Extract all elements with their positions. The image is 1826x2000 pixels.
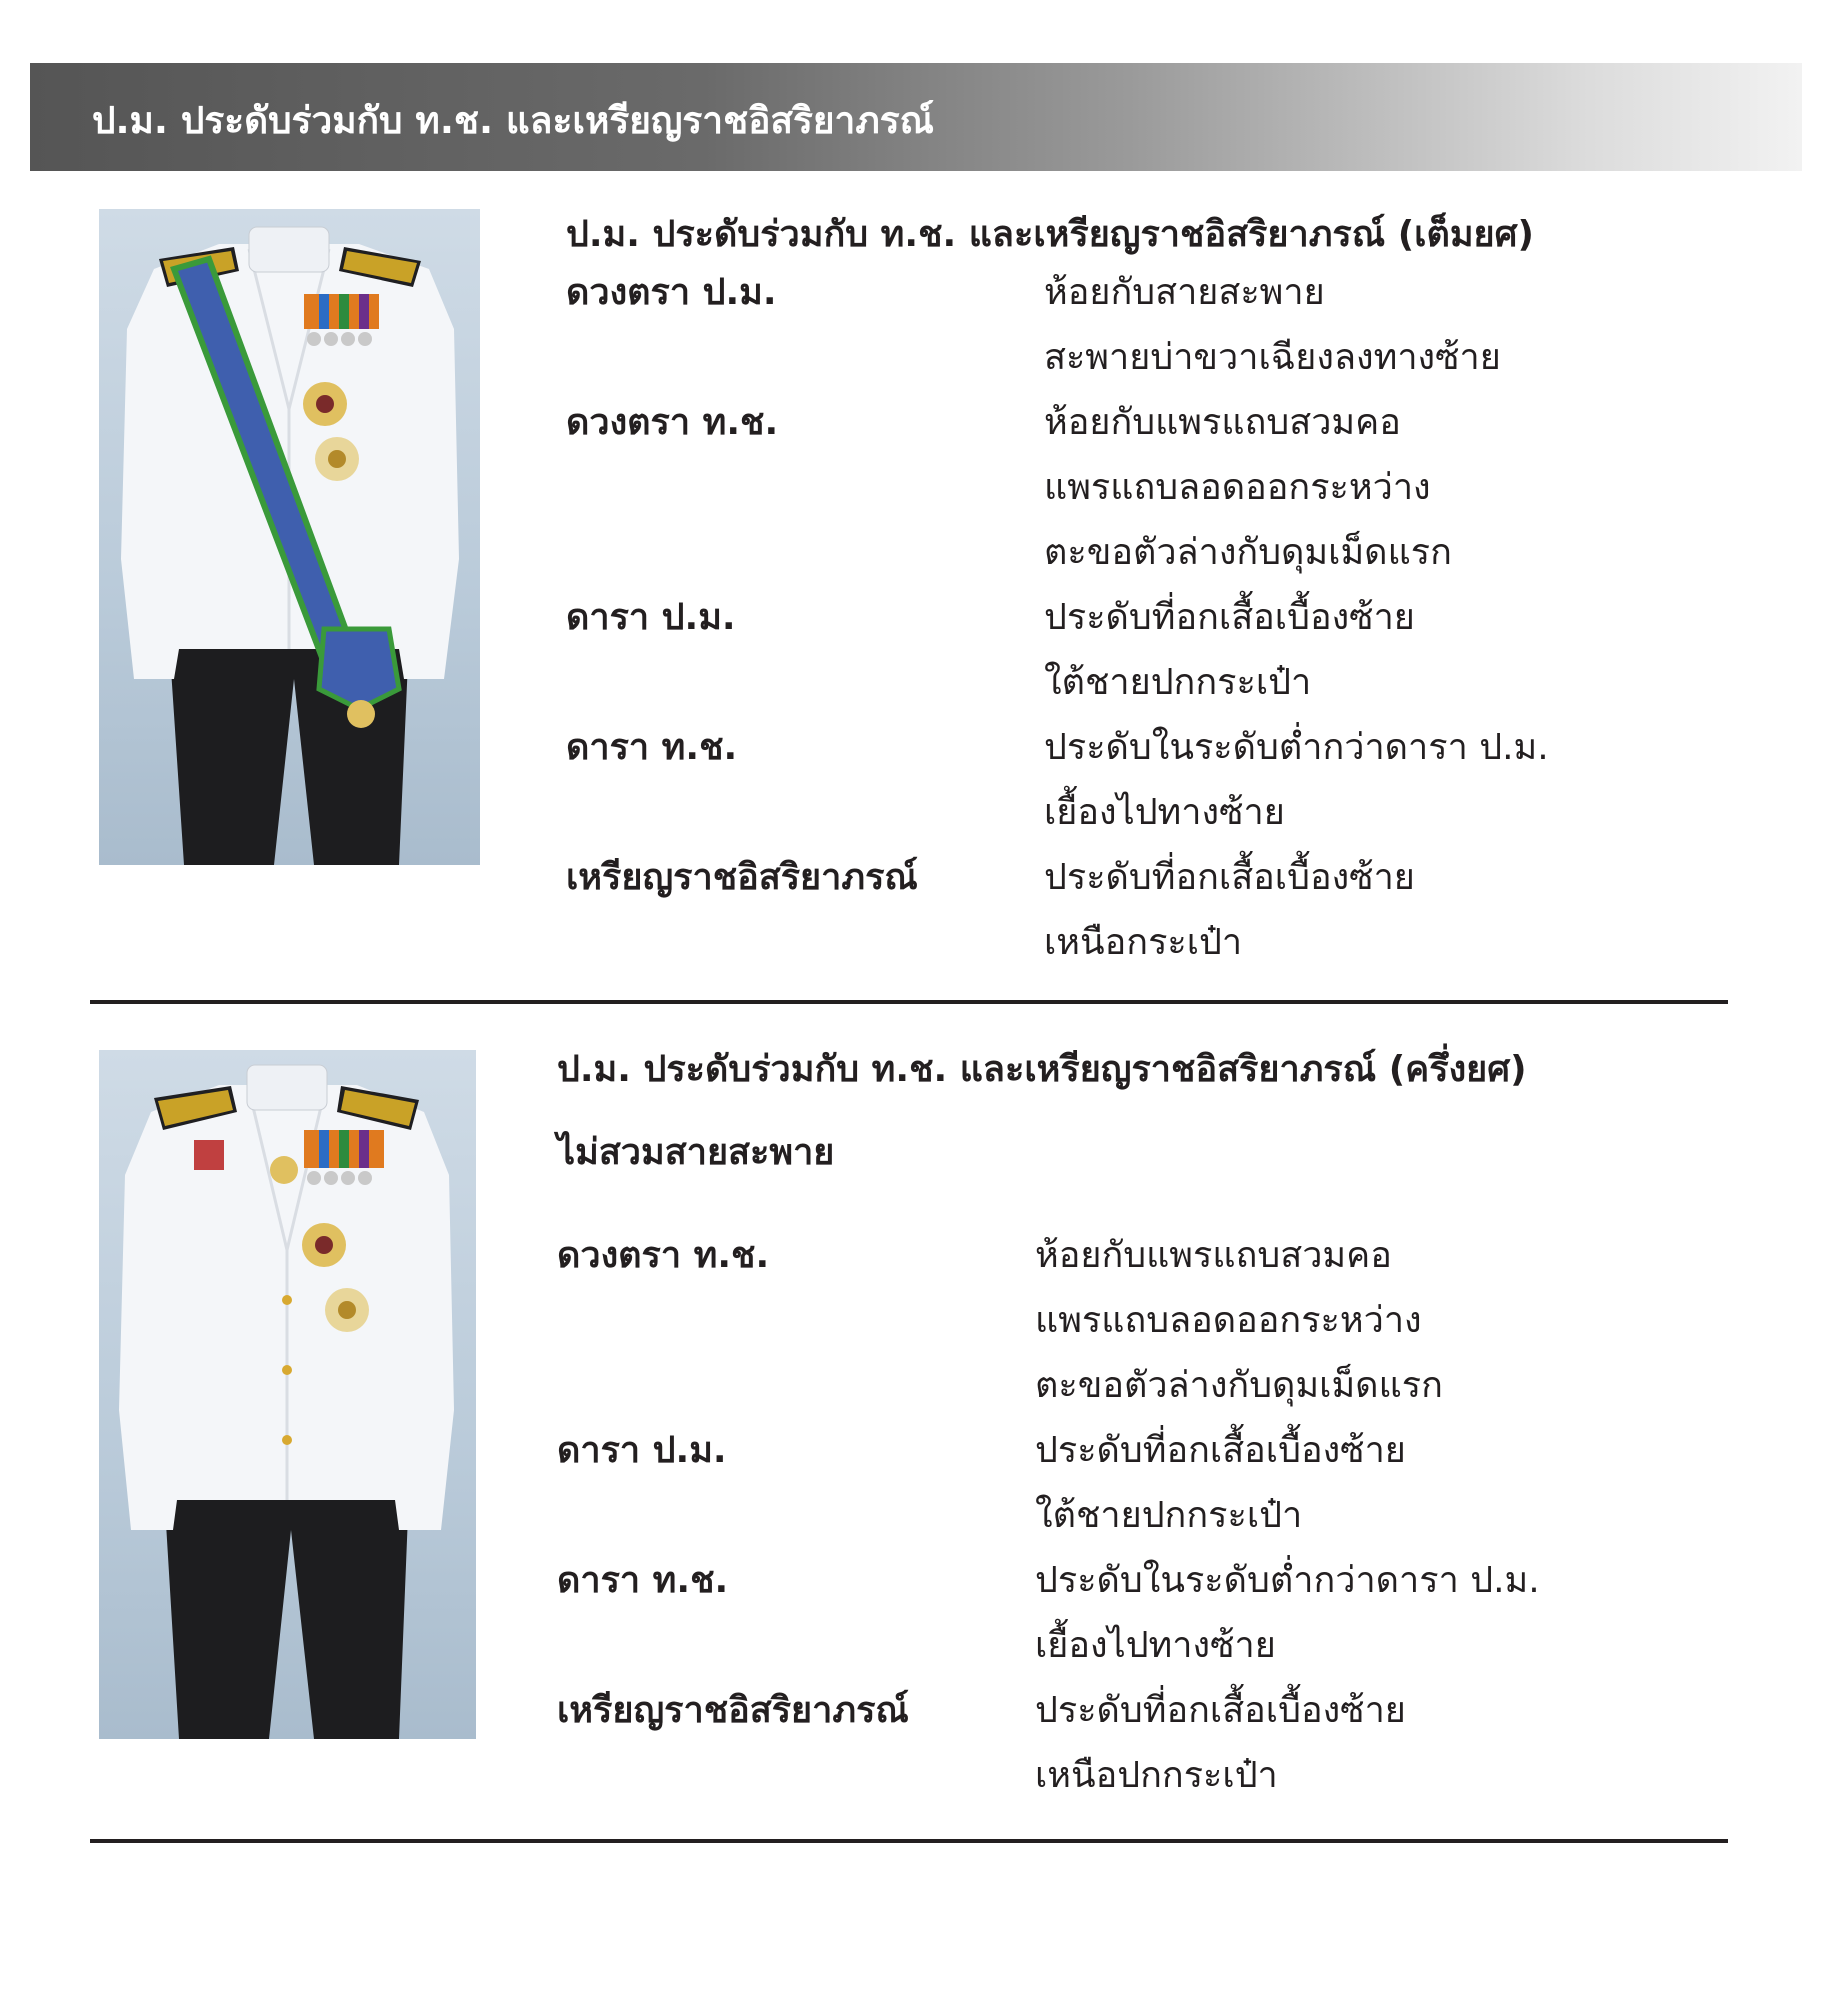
white-uniform-icon xyxy=(99,1050,476,1739)
desc-line: ประดับที่อกเสื้อเบื้องซ้าย xyxy=(1044,857,1415,898)
desc-line: ห้อยกับแพรแถบสวมคอ xyxy=(1044,402,1401,443)
uniform-full-dress-photo xyxy=(99,209,480,865)
table-row xyxy=(566,715,1549,845)
desc-line: ตะขอตัวล่างกับดุมเม็ดแรก xyxy=(1035,1365,1443,1406)
row-description xyxy=(1035,1223,1443,1418)
desc-line: ห้อยกับสายสะพาย xyxy=(1044,272,1325,313)
row-description xyxy=(1044,585,1415,715)
row-description xyxy=(1035,1418,1406,1548)
desc-line: เยื้องไปทางซ้าย xyxy=(1044,792,1285,833)
row-description xyxy=(1044,390,1452,585)
desc-line: ใต้ชายปกกระเป๋า xyxy=(1035,1495,1303,1536)
row-label: ดวงตรา ท.ช. xyxy=(557,1235,770,1276)
table-row xyxy=(566,585,1549,715)
table-row xyxy=(557,1548,1540,1678)
section2-rows xyxy=(557,1223,1540,1808)
desc-line: เหนือปกกระเป๋า xyxy=(1035,1755,1278,1796)
desc-line: เหนือกระเป๋า xyxy=(1044,922,1243,963)
row-description xyxy=(1044,715,1549,845)
uniform-half-dress-photo xyxy=(99,1050,476,1739)
table-row xyxy=(557,1678,1540,1808)
row-description xyxy=(1035,1548,1540,1678)
row-description xyxy=(1035,1678,1406,1808)
desc-line: แพรแถบลอดออกระหว่าง xyxy=(1044,467,1431,508)
section-header-bar xyxy=(30,63,1802,171)
row-label: ดวงตรา ป.ม. xyxy=(566,272,777,313)
desc-line: ห้อยกับแพรแถบสวมคอ xyxy=(1035,1235,1392,1276)
row-label: ดารา ป.ม. xyxy=(566,597,736,638)
desc-line: ประดับที่อกเสื้อเบื้องซ้าย xyxy=(1035,1690,1406,1731)
row-label: ดวงตรา ท.ช. xyxy=(566,402,779,443)
desc-line: ประดับที่อกเสื้อเบื้องซ้าย xyxy=(1044,597,1415,638)
desc-line: ประดับในระดับต่ำกว่าดารา ป.ม. xyxy=(1044,727,1549,768)
table-row xyxy=(557,1223,1540,1418)
section2-title: ป.ม. ประดับร่วมกับ ท.ช. และเหรียญราชอิสริยาภรณ์ (ครึ่งยศ) xyxy=(557,1049,1527,1090)
table-row xyxy=(557,1418,1540,1548)
row-label: ดารา ท.ช. xyxy=(557,1560,729,1601)
row-label: เหรียญราชอิสริยาภรณ์ xyxy=(566,857,918,898)
header-title: ป.ม. ประดับร่วมกับ ท.ช. และเหรียญราชอิสริยาภรณ์ xyxy=(92,99,934,142)
desc-line: สะพายบ่าขวาเฉียงลงทางซ้าย xyxy=(1044,337,1501,378)
section-divider xyxy=(90,1839,1728,1843)
row-description xyxy=(1044,260,1501,390)
row-label: ดารา ป.ม. xyxy=(557,1430,727,1471)
desc-line: ประดับในระดับต่ำกว่าดารา ป.ม. xyxy=(1035,1560,1540,1601)
table-row xyxy=(566,390,1549,585)
section-divider xyxy=(90,1000,1728,1004)
desc-line: ใต้ชายปกกระเป๋า xyxy=(1044,662,1312,703)
row-label: ดารา ท.ช. xyxy=(566,727,738,768)
desc-line: แพรแถบลอดออกระหว่าง xyxy=(1035,1300,1422,1341)
section1-title: ป.ม. ประดับร่วมกับ ท.ช. และเหรียญราชอิสริยาภรณ์ (เต็มยศ) xyxy=(566,214,1534,255)
desc-line: เยื้องไปทางซ้าย xyxy=(1035,1625,1276,1666)
desc-line: ประดับที่อกเสื้อเบื้องซ้าย xyxy=(1035,1430,1406,1471)
table-row xyxy=(566,845,1549,975)
row-description xyxy=(1044,845,1415,975)
desc-line: ตะขอตัวล่างกับดุมเม็ดแรก xyxy=(1044,532,1452,573)
section1-rows xyxy=(566,260,1549,975)
section2-subtitle: ไม่สวมสายสะพาย xyxy=(557,1132,835,1173)
table-row xyxy=(566,260,1549,390)
white-uniform-icon xyxy=(99,209,480,865)
row-label: เหรียญราชอิสริยาภรณ์ xyxy=(557,1690,909,1731)
